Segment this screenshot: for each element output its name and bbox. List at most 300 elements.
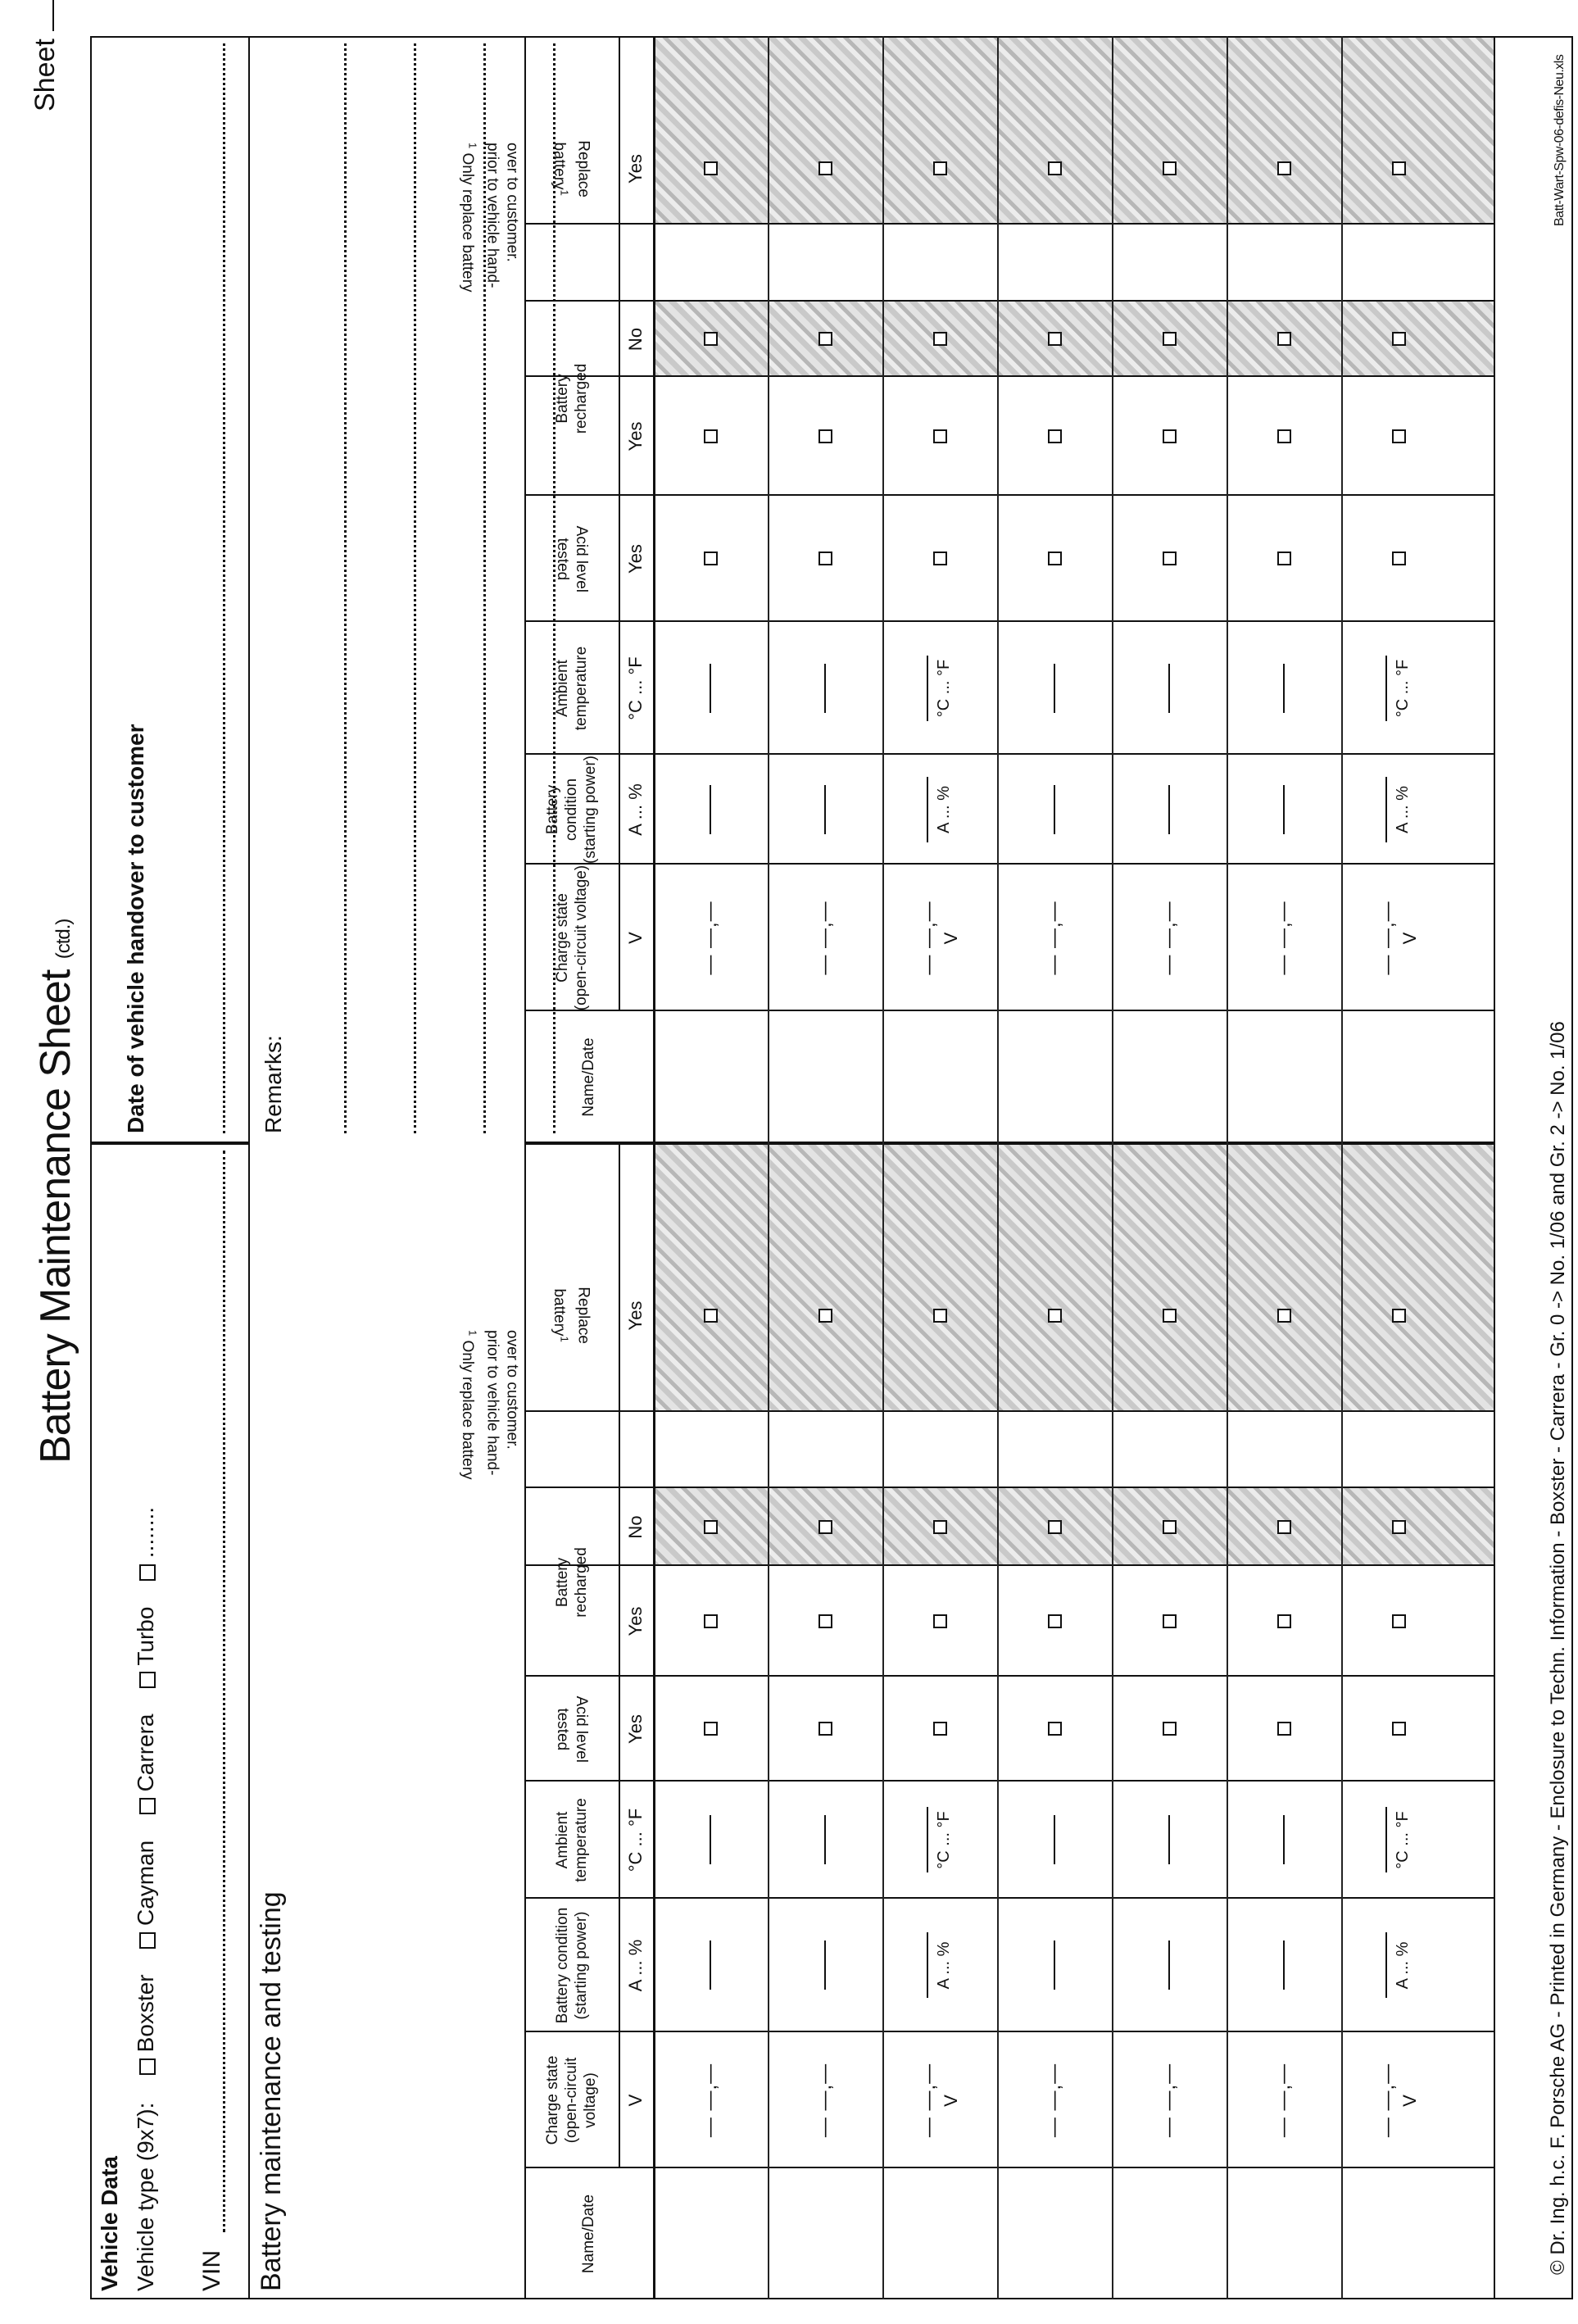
replace-yes-checkbox[interactable] xyxy=(1392,1309,1406,1323)
recharged-no-checkbox[interactable] xyxy=(1392,333,1406,347)
header-acid-level-line-0: Acid level xyxy=(572,525,590,592)
unit-temperature xyxy=(619,622,653,755)
header-ambient-temperature xyxy=(524,622,619,755)
condition-cell[interactable] xyxy=(997,755,1112,865)
unit-condition-text: A ... % xyxy=(625,1939,646,1992)
unit-temperature xyxy=(619,1782,653,1899)
acid-level-yes-cell xyxy=(653,496,768,622)
unit-recharged-no-text: No xyxy=(625,1515,646,1539)
voltage-entry-unit: V xyxy=(1399,2094,1420,2107)
handover-label: Date of vehicle handover to customer xyxy=(123,724,148,1133)
name-date-cell[interactable] xyxy=(997,1011,1112,1143)
voltage-cell[interactable] xyxy=(1341,865,1456,1011)
checkbox-carrera[interactable] xyxy=(139,1798,156,1814)
acid-level-yes-cell xyxy=(997,1677,1112,1782)
voltage-cell[interactable] xyxy=(1112,2032,1227,2168)
recharged-no-cell xyxy=(1341,302,1456,377)
temperature-entry-line xyxy=(927,1808,928,1873)
unit-recharged-yes-text: Yes xyxy=(625,421,646,452)
recharged-yes-checkbox[interactable] xyxy=(1277,1614,1291,1628)
section-title: Battery maintenance and testing xyxy=(256,1891,287,2291)
condition-entry-line xyxy=(1054,1941,1055,1990)
name-date-cell[interactable] xyxy=(653,2168,768,2299)
vehicle-type-label: Vehicle type (9x7): xyxy=(133,2102,158,2291)
unit-temperature-text: °C ... °F xyxy=(625,656,646,720)
replace-yes-cell xyxy=(1112,1143,1227,1488)
unit-recharged-no xyxy=(619,1488,653,1566)
acid-level-yes-checkbox[interactable] xyxy=(818,552,832,566)
recharged-no-cell xyxy=(1112,1488,1227,1566)
name-date-cell[interactable] xyxy=(768,2168,882,2299)
temperature-entry-unit: °C ... °F xyxy=(1393,1811,1412,1869)
name-date-cell[interactable] xyxy=(1227,2168,1341,2299)
header-replace-line-1: battery xyxy=(551,142,569,190)
recharged-yes-checkbox[interactable] xyxy=(1048,429,1062,443)
header-acid-level xyxy=(524,496,619,622)
replace-yes-cell xyxy=(997,1143,1112,1488)
acid-level-yes-checkbox[interactable] xyxy=(1163,1723,1177,1736)
voltage-entry: — —,— xyxy=(918,2063,940,2138)
condition-cell[interactable] xyxy=(1227,755,1341,865)
recharged-no-checkbox[interactable] xyxy=(818,333,832,347)
acid-level-yes-cell xyxy=(1227,1677,1341,1782)
unit-voltage xyxy=(619,2032,653,2168)
recharged-yes-checkbox[interactable] xyxy=(1392,1614,1406,1628)
header-ambient-temperature-line-0: Ambient xyxy=(553,1811,571,1869)
checkbox-other[interactable] xyxy=(139,1564,156,1581)
recharged-yes-checkbox[interactable] xyxy=(818,1614,832,1628)
recharged-yes-cell xyxy=(768,1566,882,1677)
title-suffix: (ctd.) xyxy=(52,919,75,960)
acid-level-yes-cell xyxy=(1112,496,1227,622)
header-ambient-temperature-line-1: temperature xyxy=(572,1798,590,1882)
checkbox-cayman[interactable] xyxy=(139,1932,156,1949)
voltage-entry: — —,— xyxy=(814,901,836,975)
recharged-no-cell xyxy=(653,1488,768,1566)
header-battery-recharged xyxy=(524,1488,619,1677)
remarks-line-2[interactable] xyxy=(414,43,416,1133)
recharged-no-checkbox[interactable] xyxy=(818,1520,832,1534)
name-date-cell[interactable] xyxy=(1112,2168,1227,2299)
replace-note-superscript: 1 xyxy=(466,143,479,149)
acid-level-yes-cell xyxy=(1112,1677,1227,1782)
condition-entry-line xyxy=(710,785,711,834)
header-battery-recharged-line-1: recharged xyxy=(572,1547,590,1618)
recharged-no-cell xyxy=(768,302,882,377)
header-replace-superscript: 1 xyxy=(558,189,571,196)
replace-yes-checkbox[interactable] xyxy=(933,162,947,176)
replace-yes-checkbox[interactable] xyxy=(1277,162,1291,176)
temperature-entry-line xyxy=(824,1816,826,1865)
name-date-cell[interactable] xyxy=(768,1011,882,1143)
replace-yes-cell xyxy=(1227,36,1341,302)
temperature-cell[interactable] xyxy=(768,622,882,755)
replace-note-superscript: 1 xyxy=(466,1330,479,1337)
recharged-no-cell xyxy=(882,1488,997,1566)
temperature-cell[interactable] xyxy=(653,622,768,755)
voltage-cell[interactable] xyxy=(882,2032,997,2168)
unit-voltage-text: V xyxy=(625,2094,646,2107)
condition-cell[interactable] xyxy=(1112,755,1227,865)
voltage-entry: — —,— xyxy=(1272,901,1295,975)
voltage-cell[interactable] xyxy=(882,865,997,1011)
name-date-cell[interactable] xyxy=(1227,1011,1341,1143)
acid-level-yes-cell xyxy=(882,1677,997,1782)
unit-temperature-text: °C ... °F xyxy=(625,1808,646,1872)
voltage-entry: — —,— xyxy=(1376,901,1399,975)
header-battery-condition xyxy=(524,755,619,865)
recharged-yes-cell xyxy=(882,377,997,496)
title-text: Battery Maintenance Sheet xyxy=(32,969,79,1464)
temperature-entry-line xyxy=(1385,656,1387,721)
unit-acid-yes xyxy=(619,1677,653,1782)
condition-entry-unit: A ... % xyxy=(934,1941,953,1990)
condition-entry-line xyxy=(1385,777,1387,842)
replace-yes-cell xyxy=(653,36,768,302)
unit-acid-yes-text: Yes xyxy=(625,544,646,574)
condition-cell[interactable] xyxy=(1341,755,1456,865)
condition-entry-line xyxy=(824,785,826,834)
option-boxster: Boxster xyxy=(133,1974,158,2053)
replace-battery-note xyxy=(457,143,521,388)
temperature-entry-line xyxy=(1168,1816,1170,1865)
acid-level-yes-checkbox[interactable] xyxy=(704,1723,718,1736)
temperature-entry-line xyxy=(927,656,928,721)
voltage-cell[interactable] xyxy=(768,2032,882,2168)
header-charge-state-line-0: Charge state xyxy=(553,893,571,983)
header-charge-state-line-1: (open-circuit voltage) xyxy=(563,2057,599,2144)
condition-cell[interactable] xyxy=(768,1899,882,2032)
recharged-no-checkbox[interactable] xyxy=(1048,1520,1062,1534)
voltage-entry: — —,— xyxy=(699,2063,721,2138)
condition-cell[interactable] xyxy=(1341,1899,1456,2032)
voltage-cell[interactable] xyxy=(1227,865,1341,1011)
recharged-yes-cell xyxy=(1341,377,1456,496)
temperature-entry-line xyxy=(1385,1808,1387,1873)
condition-entry-line xyxy=(1283,785,1285,834)
replace-note-line-0: Only replace battery xyxy=(459,152,476,293)
remarks-line-1[interactable] xyxy=(344,43,347,1133)
header-battery-condition-line-1: (starting power) xyxy=(572,1911,590,2020)
replace-yes-cell xyxy=(997,36,1112,302)
temperature-cell[interactable] xyxy=(1227,1782,1341,1899)
replace-yes-cell xyxy=(1227,1143,1341,1488)
replace-yes-checkbox[interactable] xyxy=(704,1309,718,1323)
temperature-cell[interactable] xyxy=(1341,622,1456,755)
acid-level-yes-checkbox[interactable] xyxy=(1392,1723,1406,1736)
replace-yes-cell xyxy=(653,1143,768,1488)
recharged-yes-cell xyxy=(653,377,768,496)
replace-yes-checkbox[interactable] xyxy=(1048,162,1062,176)
name-date-cell[interactable] xyxy=(1341,1011,1456,1143)
temperature-entry-line xyxy=(1054,1816,1055,1865)
acid-level-yes-checkbox[interactable] xyxy=(1163,552,1177,566)
recharged-no-checkbox[interactable] xyxy=(1048,333,1062,347)
recharged-no-checkbox[interactable] xyxy=(1163,1520,1177,1534)
header-ambient-temperature-line-0: Ambient xyxy=(553,660,571,717)
condition-cell[interactable] xyxy=(997,1899,1112,2032)
name-date-cell[interactable] xyxy=(997,2168,1112,2299)
acid-level-yes-checkbox[interactable] xyxy=(1392,552,1406,566)
remarks-label: Remarks: xyxy=(261,1035,286,1133)
temperature-entry-line xyxy=(824,664,826,713)
replace-note-line-1: prior to vehicle hand- xyxy=(483,1330,501,1476)
option-other-field[interactable]: ........ xyxy=(133,1506,158,1559)
replace-battery-note xyxy=(457,1330,521,1576)
condition-entry-line xyxy=(1283,1941,1285,1990)
voltage-cell[interactable] xyxy=(997,2032,1112,2168)
replace-yes-checkbox[interactable] xyxy=(1392,162,1406,176)
unit-condition xyxy=(619,755,653,865)
recharged-no-checkbox[interactable] xyxy=(1277,333,1291,347)
header-replace-superscript: 1 xyxy=(558,1336,571,1343)
temperature-cell[interactable] xyxy=(653,1782,768,1899)
header-acid-level-line-1: tested xyxy=(553,1708,571,1750)
recharged-yes-cell xyxy=(1341,1566,1456,1677)
name-date-cell[interactable] xyxy=(882,1011,997,1143)
acid-level-yes-cell xyxy=(997,496,1112,622)
voltage-cell[interactable] xyxy=(653,2032,768,2168)
header-acid-level-line-0: Acid level xyxy=(572,1695,590,1763)
voltage-entry: — —,— xyxy=(814,2063,836,2138)
recharged-no-cell xyxy=(768,1488,882,1566)
voltage-cell[interactable] xyxy=(997,865,1112,1011)
recharged-yes-checkbox[interactable] xyxy=(933,1614,947,1628)
recharged-yes-checkbox[interactable] xyxy=(1163,1614,1177,1628)
voltage-entry: — —,— xyxy=(699,901,721,975)
acid-level-yes-cell xyxy=(1341,1677,1456,1782)
replace-yes-checkbox[interactable] xyxy=(1163,162,1177,176)
unit-acid-yes xyxy=(619,496,653,622)
recharged-yes-cell xyxy=(1112,1566,1227,1677)
recharged-no-cell xyxy=(997,302,1112,377)
unit-recharged-yes-text: Yes xyxy=(625,1606,646,1636)
recharged-no-checkbox[interactable] xyxy=(933,1520,947,1534)
condition-entry-unit: A ... % xyxy=(934,786,953,833)
replace-yes-checkbox[interactable] xyxy=(1163,1309,1177,1323)
acid-level-yes-cell xyxy=(1227,496,1341,622)
condition-entry-line xyxy=(1168,785,1170,834)
condition-entry-line xyxy=(1168,1941,1170,1990)
header-charge-state xyxy=(524,2032,619,2168)
recharged-no-checkbox[interactable] xyxy=(933,333,947,347)
replace-yes-checkbox[interactable] xyxy=(818,162,832,176)
header-battery-condition-line-1: (starting power) xyxy=(582,756,599,864)
header-replace-line-0: Replace xyxy=(574,140,592,197)
condition-cell[interactable] xyxy=(882,755,997,865)
replace-yes-checkbox[interactable] xyxy=(933,1309,947,1323)
replace-yes-checkbox[interactable] xyxy=(1277,1309,1291,1323)
name-date-cell[interactable] xyxy=(1341,2168,1456,2299)
temperature-cell[interactable] xyxy=(1227,622,1341,755)
recharged-yes-checkbox[interactable] xyxy=(933,429,947,443)
unit-replace-yes-text: Yes xyxy=(625,1300,646,1331)
header-replace-line-1: battery xyxy=(551,1288,569,1337)
header-charge-state xyxy=(524,865,619,1011)
recharged-yes-cell xyxy=(1227,377,1341,496)
voltage-cell[interactable] xyxy=(768,865,882,1011)
unit-recharged-yes xyxy=(619,1566,653,1677)
recharged-yes-cell xyxy=(653,1566,768,1677)
replace-yes-checkbox[interactable] xyxy=(704,162,718,176)
condition-entry-line xyxy=(710,1941,711,1990)
recharged-no-cell xyxy=(997,1488,1112,1566)
unit-recharged-no-text: No xyxy=(625,327,646,352)
option-carrera: Carrera xyxy=(133,1713,158,1792)
temperature-cell[interactable] xyxy=(1341,1782,1456,1899)
recharged-yes-checkbox[interactable] xyxy=(1392,429,1406,443)
acid-level-yes-checkbox[interactable] xyxy=(933,552,947,566)
replace-yes-cell xyxy=(882,36,997,302)
acid-level-yes-cell xyxy=(653,1677,768,1782)
condition-entry-line xyxy=(1385,1933,1387,1999)
handover-date-field[interactable] xyxy=(223,43,225,1133)
temperature-cell[interactable] xyxy=(1112,622,1227,755)
recharged-yes-checkbox[interactable] xyxy=(1277,429,1291,443)
voltage-cell[interactable] xyxy=(1227,2032,1341,2168)
temperature-cell[interactable] xyxy=(1112,1782,1227,1899)
temperature-cell[interactable] xyxy=(882,622,997,755)
temperature-entry-line xyxy=(1283,1816,1285,1865)
recharged-yes-checkbox[interactable] xyxy=(704,429,718,443)
header-battery-condition-line-0: Battery condition xyxy=(553,1907,571,2024)
recharged-no-checkbox[interactable] xyxy=(1163,333,1177,347)
name-date-cell[interactable] xyxy=(653,1011,768,1143)
vehicle-data-block xyxy=(90,1143,250,2299)
sheet-number-line[interactable] xyxy=(31,0,54,31)
recharged-no-cell xyxy=(1227,1488,1341,1566)
acid-level-yes-checkbox[interactable] xyxy=(1277,552,1291,566)
voltage-entry: — —,— xyxy=(1272,2063,1295,2138)
unit-replace-yes xyxy=(619,36,653,302)
condition-cell[interactable] xyxy=(882,1899,997,2032)
replace-note-line-1: prior to vehicle hand- xyxy=(483,143,501,288)
recharged-no-checkbox[interactable] xyxy=(704,333,718,347)
header-replace-battery xyxy=(524,36,619,302)
recharged-no-checkbox[interactable] xyxy=(1392,1520,1406,1534)
temperature-cell[interactable] xyxy=(768,1782,882,1899)
temperature-cell[interactable] xyxy=(997,622,1112,755)
header-ambient-temperature xyxy=(524,1782,619,1899)
recharged-yes-cell xyxy=(1227,1566,1341,1677)
footer-copyright: © Dr. Ing. h.c. F. Porsche AG - Printed in Germany - Enclosure to Techn. Information - Boxster - Carrera - Gr. 0 -> No. 1/06 and Gr. 2 -> No. 1/06 xyxy=(1547,1021,1569,2275)
acid-level-yes-checkbox[interactable] xyxy=(1048,552,1062,566)
replace-yes-cell xyxy=(1341,36,1456,302)
unit-condition xyxy=(619,1899,653,2032)
voltage-entry: — —,— xyxy=(918,901,940,975)
temperature-cell[interactable] xyxy=(882,1782,997,1899)
recharged-yes-checkbox[interactable] xyxy=(1163,429,1177,443)
option-turbo: Turbo xyxy=(133,1606,158,1666)
recharged-yes-cell xyxy=(997,1566,1112,1677)
unit-acid-yes-text: Yes xyxy=(625,1714,646,1744)
recharged-yes-cell xyxy=(1112,377,1227,496)
condition-cell[interactable] xyxy=(1227,1899,1341,2032)
footer-filename: Batt-Wart-Spw-06-defis-Neu.xls xyxy=(1553,54,1567,226)
replace-note-line-2: over to customer. xyxy=(503,1330,521,1450)
name-date-cell[interactable] xyxy=(1112,1011,1227,1143)
acid-level-yes-checkbox[interactable] xyxy=(818,1723,832,1736)
recharged-yes-cell xyxy=(882,1566,997,1677)
page-title xyxy=(31,919,80,1464)
unit-replace-yes-text: Yes xyxy=(625,154,646,184)
temperature-cell[interactable] xyxy=(997,1782,1112,1899)
condition-entry-line xyxy=(927,777,928,842)
recharged-yes-cell xyxy=(997,377,1112,496)
voltage-entry: — —,— xyxy=(1158,901,1180,975)
vin-label: VIN xyxy=(198,2249,225,2291)
condition-cell[interactable] xyxy=(1112,1899,1227,2032)
header-battery-recharged-line-0: Battery xyxy=(553,1557,571,1608)
temperature-entry-line xyxy=(710,1816,711,1865)
acid-level-yes-cell xyxy=(1341,496,1456,622)
acid-level-yes-checkbox[interactable] xyxy=(704,552,718,566)
acid-level-yes-checkbox[interactable] xyxy=(1277,1723,1291,1736)
acid-level-yes-checkbox[interactable] xyxy=(1048,1723,1062,1736)
recharged-yes-checkbox[interactable] xyxy=(704,1614,718,1628)
recharged-yes-checkbox[interactable] xyxy=(818,429,832,443)
name-date-cell[interactable] xyxy=(882,2168,997,2299)
replace-yes-checkbox[interactable] xyxy=(818,1309,832,1323)
condition-entry-line xyxy=(824,1941,826,1990)
checkbox-turbo[interactable] xyxy=(139,1672,156,1688)
voltage-entry-unit: V xyxy=(941,931,961,945)
recharged-no-cell xyxy=(1341,1488,1456,1566)
recharged-no-checkbox[interactable] xyxy=(1277,1520,1291,1534)
voltage-entry: — —,— xyxy=(1158,2063,1180,2138)
recharged-yes-checkbox[interactable] xyxy=(1048,1614,1062,1628)
acid-level-yes-checkbox[interactable] xyxy=(933,1723,947,1736)
unit-recharged-no xyxy=(619,302,653,377)
unit-recharged-yes xyxy=(619,377,653,496)
temperature-entry-line xyxy=(1168,664,1170,713)
header-name-date-text: Name/Date xyxy=(580,2194,597,2274)
condition-cell[interactable] xyxy=(653,755,768,865)
checkbox-boxster[interactable] xyxy=(139,2058,156,2075)
replace-note-line-0: Only replace battery xyxy=(459,1340,476,1480)
voltage-cell[interactable] xyxy=(1112,865,1227,1011)
handover-block xyxy=(90,36,250,1143)
voltage-entry: — —,— xyxy=(1376,2063,1399,2138)
replace-note-line-2: over to customer. xyxy=(503,143,521,262)
vehicle-type-row xyxy=(133,1507,159,2291)
recharged-no-cell xyxy=(1112,302,1227,377)
condition-cell[interactable] xyxy=(653,1899,768,2032)
voltage-cell[interactable] xyxy=(653,865,768,1011)
unit-voltage-text: V xyxy=(625,932,646,944)
recharged-no-cell xyxy=(653,302,768,377)
header-acid-level-line-1: tested xyxy=(553,538,571,580)
header-charge-state-line-1: (open-circuit voltage) xyxy=(572,865,590,1011)
replace-yes-cell xyxy=(882,1143,997,1488)
voltage-entry-unit: V xyxy=(1399,931,1420,945)
header-replace-line-0: Replace xyxy=(574,1287,592,1345)
condition-entry-line xyxy=(1054,785,1055,834)
voltage-entry-unit: V xyxy=(941,2094,961,2107)
sheet-label xyxy=(29,0,61,111)
recharged-no-checkbox[interactable] xyxy=(704,1520,718,1534)
header-battery-recharged-line-1: recharged xyxy=(572,363,590,434)
recharged-yes-cell xyxy=(768,377,882,496)
condition-cell[interactable] xyxy=(768,755,882,865)
replace-yes-cell xyxy=(1341,1143,1456,1488)
vin-field[interactable] xyxy=(223,1151,225,2232)
recharged-no-cell xyxy=(882,302,997,377)
voltage-cell[interactable] xyxy=(1341,2032,1456,2168)
unit-voltage xyxy=(619,865,653,1011)
replace-yes-checkbox[interactable] xyxy=(1048,1309,1062,1323)
header-charge-state-line-0: Charge state xyxy=(544,2055,561,2145)
